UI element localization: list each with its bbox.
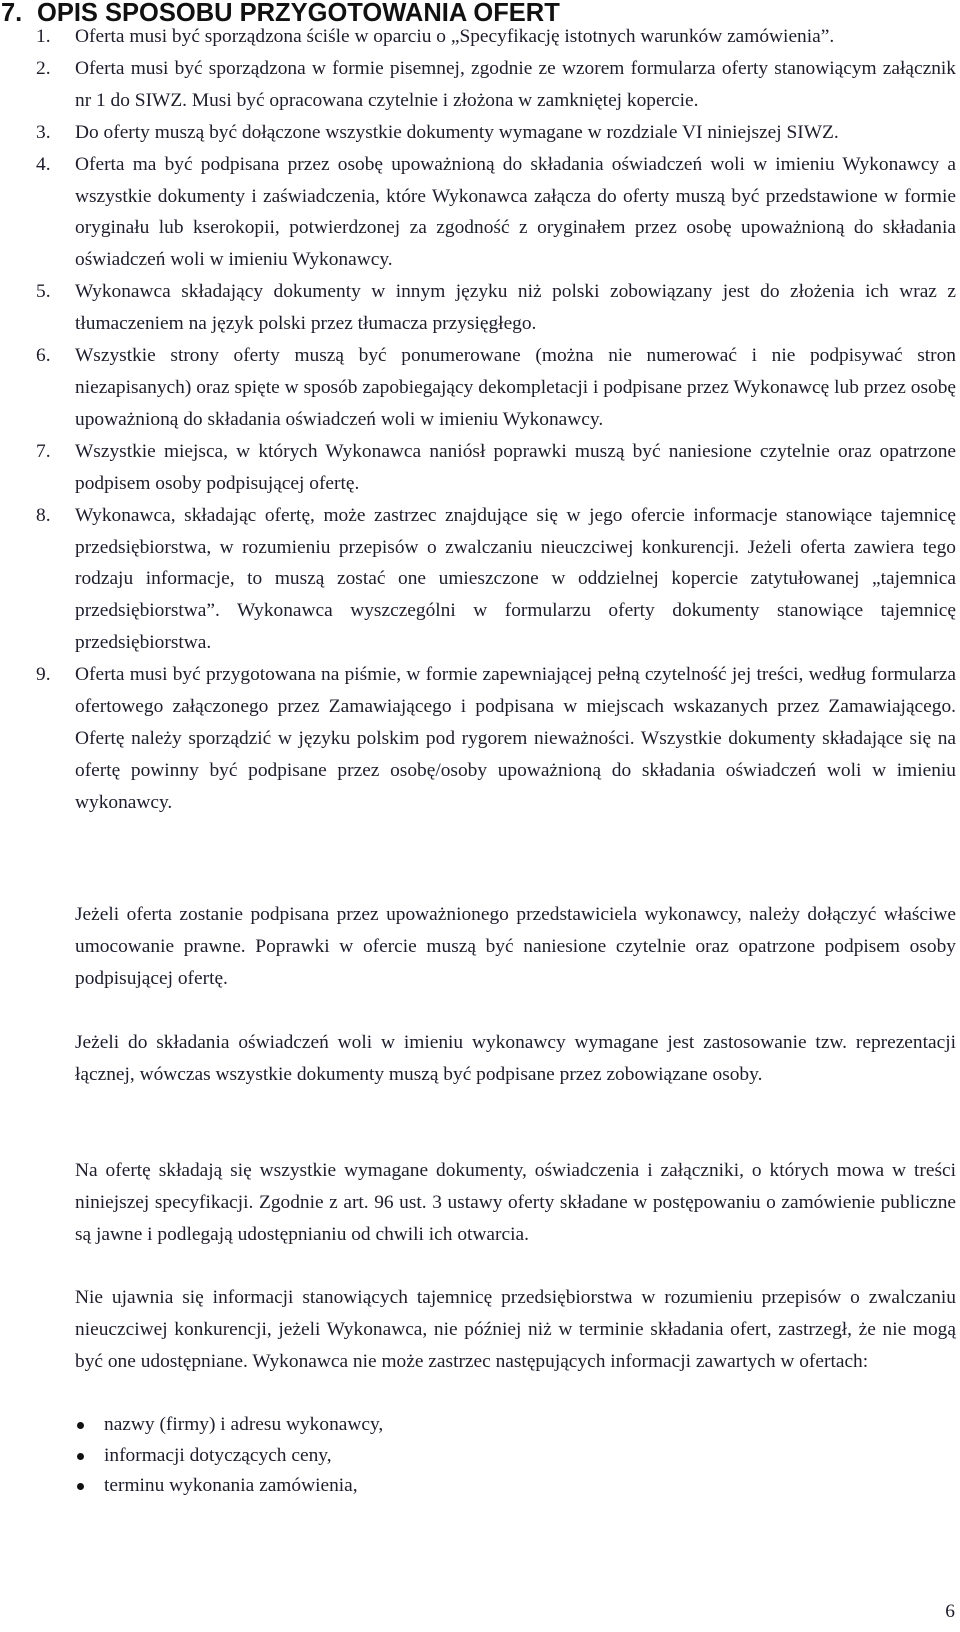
item-text: Wykonawca składający dokumenty w innym języku niż polski zobowiązany jest do złożenia ich wraz z tłumaczeniem na język polski przez tłumacza przysięgłego. — [75, 281, 956, 335]
item-text: Oferta musi być przygotowana na piśmie, w formie zapewniającej pełną czytelność jej treści, według formularza ofertowego załączonego przez Zamawiającego i podpisana w miejscach wskazanych przez Zamawiającego. Ofertę należy sporządzić w języku polskim pod rygorem nieważności. Wszystkie dokumenty składające się na ofertę powinny być podpisane przez osobę/osoby upoważnioną do składania oświadczeń woli w imieniu wykonawcy. — [75, 664, 956, 813]
numbered-list — [36, 21, 956, 819]
item-number: 6. — [36, 345, 51, 367]
item-text: Wszystkie miejsca, w których Wykonawca naniósł poprawki muszą być naniesione czytelnie oraz opatrzone podpisem osoby podpisującej ofertę. — [75, 440, 956, 494]
list-item — [36, 117, 956, 149]
section-title: OPIS SPOSOBU PRZYGOTOWANIA OFERT — [37, 0, 560, 27]
bullet-icon — [77, 1453, 84, 1460]
item-text: Do oferty muszą być dołączone wszystkie dokumenty wymagane w rozdziale VI niniejszej SIWZ. — [75, 121, 839, 143]
item-number: 4. — [36, 153, 51, 175]
list-item — [36, 500, 956, 660]
item-number: 8. — [36, 504, 51, 526]
item-number: 7. — [36, 440, 51, 462]
paragraph: Jeżeli do składania oświadczeń woli w imieniu wykonawcy wymagane jest zastosowanie tzw. reprezentacji łącznej, wówczas wszystkie dokumenty muszą być podpisane przez zobowiązane osoby. — [75, 1032, 956, 1085]
list-item — [36, 659, 956, 819]
item-text: Oferta musi być sporządzona ściśle w oparciu o „Specyfikację istotnych warunków zamówienia”. — [75, 26, 835, 47]
list-item — [36, 276, 956, 340]
item-number: 2. — [36, 57, 51, 79]
list-item — [36, 436, 956, 500]
paragraph: Nie ujawnia się informacji stanowiących tajemnicę przedsiębiorstwa w rozumieniu przepisów o zwalczaniu nieuczciwej konkurencji, jeżeli Wykonawca, nie później niż w terminie składania ofert, zastrzegł, że nie mogą być one udostępniane. Wykonawca nie może zastrzec następujących informacji zawartych w ofertach: — [75, 1287, 956, 1372]
page-number: 6 — [945, 1601, 955, 1622]
item-number: 9. — [36, 664, 51, 686]
list-item — [36, 149, 956, 277]
bullet-item — [75, 1410, 775, 1441]
item-text: Oferta musi być sporządzona w formie pisemnej, zgodnie ze wzorem formularza oferty stanowiącym załącznik nr 1 do SIWZ. Musi być opracowana czytelnie i złożona w zamkniętej kopercie. — [75, 57, 956, 111]
bullet-icon — [77, 1422, 84, 1429]
paragraph: Jeżeli oferta zostanie podpisana przez upoważnionego przedstawiciela wykonawcy, należy dołączyć właściwe umocowanie prawne. Poprawki w ofercie muszą być naniesione czytelnie oraz opatrzone podpisem osoby podpisującej ofertę. — [75, 904, 956, 989]
bullet-text: terminu wykonania zamówienia, — [104, 1475, 358, 1496]
item-text: Oferta ma być podpisana przez osobę upoważnioną do składania oświadczeń woli w imieniu Wykonawcy a wszystkie dokumenty i zaświadczenia, które Wykonawca załącza do oferty muszą być przedstawione w formie oryginału lub kserokopii, potwierdzonej za zgodność z oryginałem przez osobę upoważnioną do składania oświadczeń woli w imieniu Wykonawcy. — [75, 153, 956, 271]
section-number: 7. — [1, 0, 23, 27]
item-text: Wykonawca, składając ofertę, może zastrzec znajdujące się w jego ofercie informacje stanowiące tajemnicę przedsiębiorstwa, w rozumieniu przepisów o zwalczaniu nieuczciwej konkurencji. Jeżeli oferta zawiera tego rodzaju informacje, to muszą zostać one umieszczone w oddzielnej kopercie zatytułowanej „tajemnica przedsiębiorstwa”. Wykonawca wyszczególni w formularzu oferty dokumenty stanowiące tajemnicę przedsiębiorstwa. — [75, 504, 956, 654]
item-number: 1. — [36, 26, 51, 47]
bullet-icon — [77, 1483, 84, 1490]
bullet-text: nazwy (firmy) i adresu wykonawcy, — [104, 1414, 384, 1435]
paragraph: Na ofertę składają się wszystkie wymagane dokumenty, oświadczenia i załączniki, o których mowa w treści niniejszej specyfikacji. Zgodnie z art. 96 ust. 3 ustawy oferty składane w postępowaniu o zamówienie publiczne są jawne i podlegają udostępnianiu od chwili ich otwarcia. — [75, 1160, 956, 1245]
item-text: Wszystkie strony oferty muszą być ponumerowane (można nie numerować i nie podpisywać stron niezapisanych) oraz spięte w sposób zapobiegający dekompletacji i podpisane przez Wykonawcę lub przez osobę upoważnioną do składania oświadczeń woli w imieniu Wykonawcy. — [75, 345, 956, 430]
bullet-item — [75, 1441, 775, 1472]
bullet-item — [75, 1471, 775, 1502]
bullet-list — [75, 1410, 775, 1502]
list-item — [36, 53, 956, 117]
list-item — [36, 21, 956, 53]
bullet-text: informacji dotyczących ceny, — [104, 1444, 332, 1466]
item-number: 3. — [36, 121, 51, 143]
item-number: 5. — [36, 281, 51, 303]
list-item — [36, 340, 956, 436]
